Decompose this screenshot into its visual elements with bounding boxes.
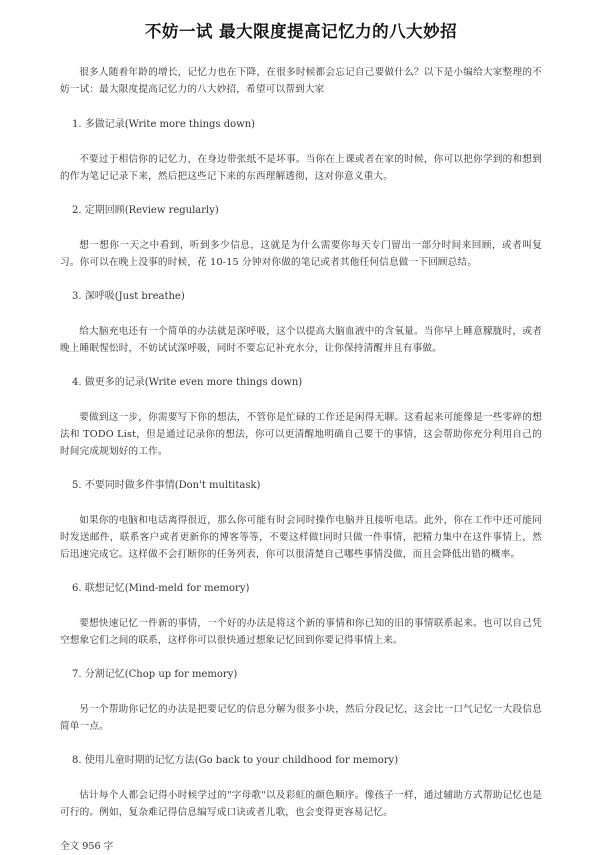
section-heading: 5. 不要同时做多件事情(Don't multitask): [72, 480, 261, 491]
section-heading: 7. 分割记忆(Chop up for memory): [72, 669, 238, 680]
section-7: [60, 666, 542, 752]
section-4: [60, 374, 542, 477]
section-2: [60, 202, 542, 288]
page-title: 不妨一试 最大限度提高记忆力的八大妙招: [144, 22, 458, 41]
section-heading: 4. 做更多的记录(Write even more things down): [72, 377, 303, 388]
section-heading: 6. 联想记忆(Mind-meld for memory): [72, 583, 250, 594]
section-1: [60, 116, 542, 202]
section-5: [60, 477, 542, 580]
section-heading: 8. 使用儿童时期的记忆方法(Go back to your childhood for memory): [72, 755, 399, 766]
section-8: [60, 752, 542, 838]
section-body: 估计每个人都会记得小时候学过的"字母歌"以及彩虹的颜色顺序。像孩子一样，通过辅助方式帮助记忆也是可行的。例如，复杂难记得信息编写成口诀或者儿歌，也会变得更容易记忆。: [60, 790, 542, 818]
section-body: 不要过于相信你的记忆力，在身边带张纸不是坏事。当你在上课或者在家的时候，你可以把你学到的和想到的作为笔记记录下来，然后把这些记下来的东西理解透彻，这对你意义重大。: [60, 154, 542, 182]
section-3: [60, 288, 542, 374]
section-heading: 1. 多做记录(Write more things down): [72, 119, 256, 130]
word-count: 全文 956 字: [60, 841, 114, 852]
section-heading: 2. 定期回顾(Review regularly): [72, 205, 219, 216]
section-body: 另一个帮助你记忆的办法是把要记忆的信息分解为很多小块，然后分段记忆，这会比一口气记忆一大段信息简单一点。: [60, 704, 542, 732]
intro-paragraph: 很多人随着年龄的增长，记忆力也在下降，在很多时候都会忘记自己要做什么？以下是小编给大家整理的不妨一试：最大限度提高记忆力的八大妙招，希望可以帮到大家: [60, 67, 542, 95]
section-heading: 3. 深呼吸(Just breathe): [72, 291, 185, 302]
section-body: 给大脑充电还有一个简单的办法就是深呼吸，这个以提高大脑血液中的含氧量。当你早上睡意朦胧时，或者晚上睡眠惺忪时，不妨试试深呼吸，同时不要忘记补充水分，让你保持清醒并且有事做。: [60, 326, 542, 354]
section-body: 想一想你一天之中看到，听到多少信息，这就是为什么需要你每天专门留出一部分时间来回顾，或者叫复习。你可以在晚上没事的时候，花 10-15 分钟对你做的笔记或者其他任何信息做一下回顾总结。: [60, 240, 542, 268]
section-6: [60, 580, 542, 666]
section-body: 要想快速记忆一件新的事情，一个好的办法是将这个新的事情和你已知的旧的事情联系起来。也可以自己凭空想象它们之间的联系，这样你可以很快通过想象记忆回到你要记得事情上来。: [60, 618, 542, 646]
section-body: 如果你的电脑和电话离得很近，那么你可能有时会同时操作电脑并且接听电话。此外，你在工作中还可能同时发送邮件，联系客户或者更新你的博客等等，不要这样做!同时只做一件事情，把精力集中在这件事情上，然后迅速完成它。这样做不会打断你的任务列表，你可以很清楚自己哪些事情没做，而且会降低出错的概率。: [60, 515, 542, 560]
section-body: 要做到这一步，你需要写下你的想法，不管你是忙碌的工作还是闲得无聊。这看起来可能像是一些零碎的想法和 TODO List，但是通过记录你的想法，你可以更清醒地明确自己要干的事情，这会帮助你充分利用自己的时间完成规划好的工作。: [60, 412, 542, 457]
